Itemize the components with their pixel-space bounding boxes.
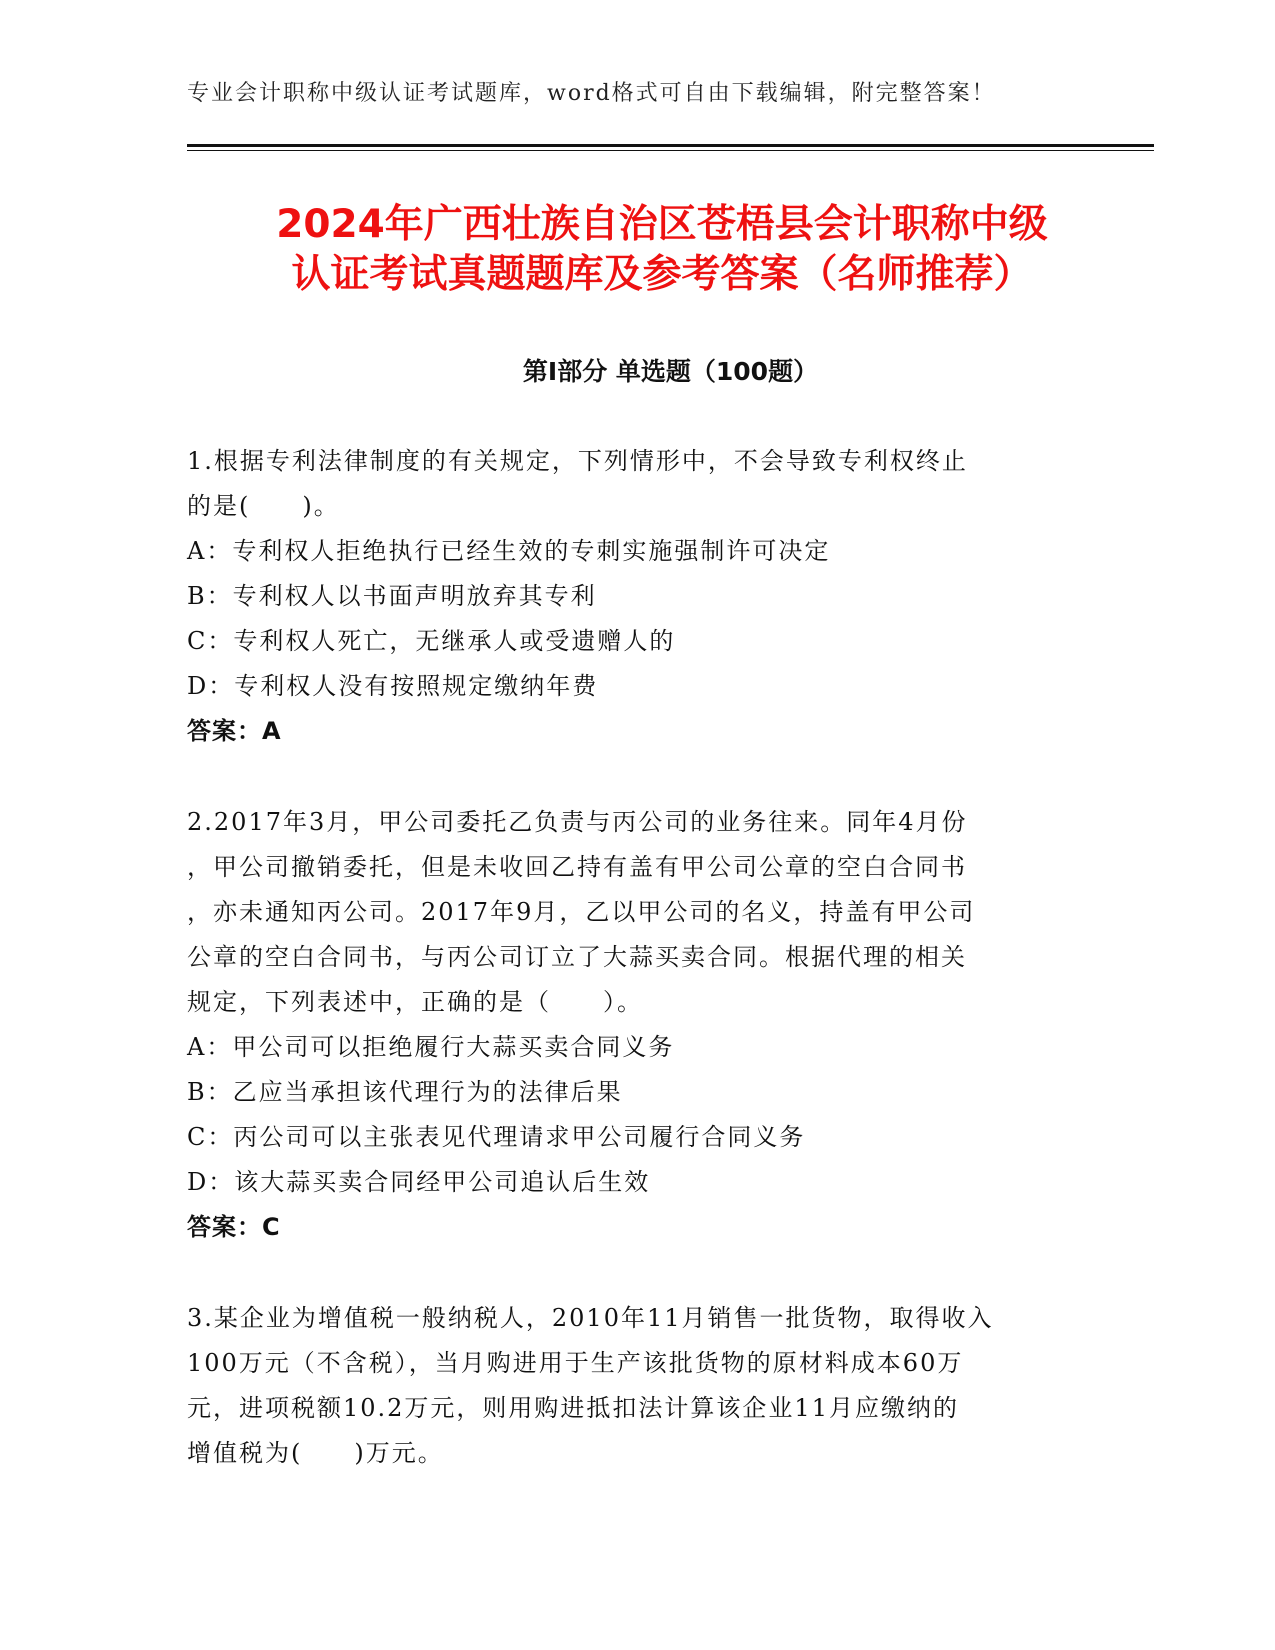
document-title xyxy=(187,200,1137,300)
header-note: 专业会计职称中级认证考试题库，word格式可自由下载编辑，附完整答案！ xyxy=(187,81,996,106)
question-2 xyxy=(187,800,1087,1250)
question-1 xyxy=(187,439,1087,754)
question-stem-line: 增值税为( )万元。 xyxy=(187,1439,444,1467)
question-stem-line: 的是( )。 xyxy=(187,492,340,520)
option-a: A：专利权人拒绝执行已经生效的专刺实施强制许可决定 xyxy=(187,537,831,565)
section-title: 第Ⅰ部分 单选题（100题） xyxy=(522,357,819,386)
option-d: D：专利权人没有按照规定缴纳年费 xyxy=(187,672,599,700)
question-stem-line: ，亦未通知丙公司。2017年9月，乙以甲公司的名义，持盖有甲公司 xyxy=(187,898,976,926)
question-stem-line: 100万元（不含税），当月购进用于生产该批货物的原材料成本60万 xyxy=(187,1349,964,1377)
question-stem-line: 公章的空白合同书，与丙公司订立了大蒜买卖合同。根据代理的相关 xyxy=(187,943,967,971)
question-stem xyxy=(187,1296,1087,1476)
question-3 xyxy=(187,1296,1087,1476)
question-stem-line: 规定，下列表述中，正确的是（ ）。 xyxy=(187,988,643,1016)
answer: 答案：A xyxy=(187,717,282,745)
option-c: C：丙公司可以主张表见代理请求甲公司履行合同义务 xyxy=(187,1123,806,1151)
question-stem-line: ，甲公司撤销委托，但是未收回乙持有盖有甲公司公章的空白合同书 xyxy=(187,853,967,881)
option-b: B：乙应当承担该代理行为的法律后果 xyxy=(187,1078,623,1106)
question-stem xyxy=(187,800,1087,1025)
option-b: B：专利权人以书面声明放弃其专利 xyxy=(187,582,597,610)
option-a: A：甲公司可以拒绝履行大蒜买卖合同义务 xyxy=(187,1033,675,1061)
answer: 答案：C xyxy=(187,1213,281,1241)
header-rule-thin xyxy=(187,150,1154,151)
question-stem-line: 1.根据专利法律制度的有关规定，下列情形中，不会导致专利权终止 xyxy=(187,447,968,475)
question-stem-line: 2.2017年3月，甲公司委托乙负责与丙公司的业务往来。同年4月份 xyxy=(187,808,968,836)
option-c: C：专利权人死亡，无继承人或受遗赠人的 xyxy=(187,627,676,655)
header-rule-thick xyxy=(187,144,1154,147)
question-stem xyxy=(187,439,1087,529)
option-d: D：该大蒜买卖合同经甲公司追认后生效 xyxy=(187,1168,651,1196)
question-stem-line: 元，进项税额10.2万元，则用购进抵扣法计算该企业11月应缴纳的 xyxy=(187,1394,959,1422)
document-title-line-1: 2024年广西壮族自治区苍梧县会计职称中级 xyxy=(276,202,1048,247)
question-stem-line: 3.某企业为增值税一般纳税人，2010年11月销售一批货物，取得收入 xyxy=(187,1304,994,1332)
document-title-line-2: 认证考试真题题库及参考答案（名师推荐） xyxy=(291,252,1033,297)
